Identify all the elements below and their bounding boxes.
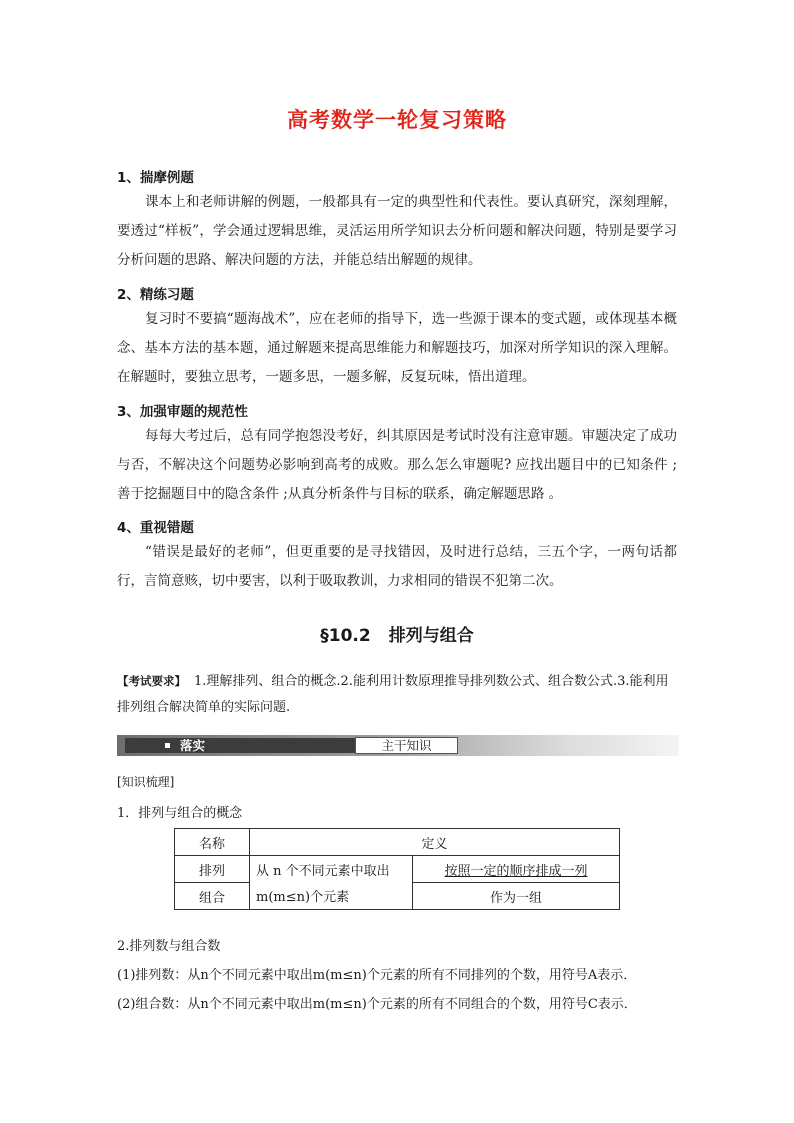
paragraph-2: 复习时不要搞“题海战术”，应在老师的指导下，选一些源于课本的变式题，或体现基本概念、基本方法的基本题，通过解题来提高思维能力和解题技巧，加深对所学知识的深入理解。在解题时，要独立思考，一题多思，一题多解，反复玩味，悟出道理。 <box>117 311 677 385</box>
row-name: 排列 <box>175 856 250 883</box>
item-1: 1．排列与组合的概念 <box>117 806 243 821</box>
table-row <box>175 856 620 883</box>
table-header-row <box>175 829 620 856</box>
table-header-name: 名称 <box>175 829 250 856</box>
item-2: 2.排列数与组合数 <box>117 939 221 954</box>
row-definition-b: 作为一组 <box>413 883 620 910</box>
table-header-definition: 定义 <box>250 829 620 856</box>
row-name: 组合 <box>175 883 250 910</box>
page-title: 高考数学一轮复习策略 <box>287 108 507 132</box>
paragraph-1: 课本上和老师讲解的例题，一般都具有一定的典型性和代表性。要认真研究，深刻理解，要透过“样板”，学会通过逻辑思维，灵活运用所学知识去分析问题和解决问题，特别是要学习分析问题的思路、解决问题的方法，并能总结出解题的规律。 <box>117 194 677 268</box>
section-number: §10.2 <box>320 626 371 646</box>
row-definition-a: 从 n 个不同元素中取出 <box>250 856 413 883</box>
banner-right: 主干知识 <box>355 737 458 754</box>
heading-2: 2、精练习题 <box>117 287 194 303</box>
table-row <box>175 883 620 910</box>
section-title <box>0 621 794 646</box>
item-2-2: (2)组合数：从n个不同元素中取出m(m≤n)个元素的所有不同组合的个数，用符号C表示． <box>117 997 637 1012</box>
row-definition-b: 按照一定的顺序排成一列 <box>413 856 620 883</box>
heading-3: 3、加强审题的规范性 <box>117 404 248 420</box>
exam-requirements <box>117 668 679 721</box>
item-2-1: (1)排列数：从n个不同元素中取出m(m≤n)个元素的所有不同排列的个数，用符号A表示． <box>117 968 637 983</box>
paragraph-3: 每每大考过后，总有同学抱怨没考好，纠其原因是考试时没有注意审题。审题决定了成功与否，不解决这个问题势必影响到高考的成败。那么怎么审题呢? 应找出题目中的已知条件 ;善于挖掘题目中的隐含条件 ;从真分析条件与目标的联系，确定解题思路 。 <box>117 428 677 502</box>
square-bullet-icon <box>165 743 170 748</box>
section-name: 排列与组合 <box>388 626 474 646</box>
paragraph-4: “错误是最好的老师”，但更重要的是寻找错因，及时进行总结，三五个字，一两句话都行，言简意赅，切中要害，以利于吸取教训，力求相同的错误不犯第二次。 <box>117 544 677 589</box>
banner-left-label: 落实 <box>180 738 206 753</box>
heading-4: 4、重视错题 <box>117 520 194 536</box>
row-definition-a: m(m≤n)个元素 <box>250 883 413 910</box>
requirements-text: 1.理解排列、组合的概念.2.能利用计数原理推导排列数公式、组合数公式.3.能利用排列组合解决简单的实际问题. <box>117 674 669 715</box>
heading-1: 1、揣摩例题 <box>117 170 194 186</box>
banner-left <box>125 738 355 753</box>
section-banner <box>117 735 679 756</box>
requirements-label: 【考试要求】 <box>117 674 186 688</box>
definition-table <box>174 828 620 910</box>
knowledge-label: [知识梳理] <box>117 775 175 789</box>
